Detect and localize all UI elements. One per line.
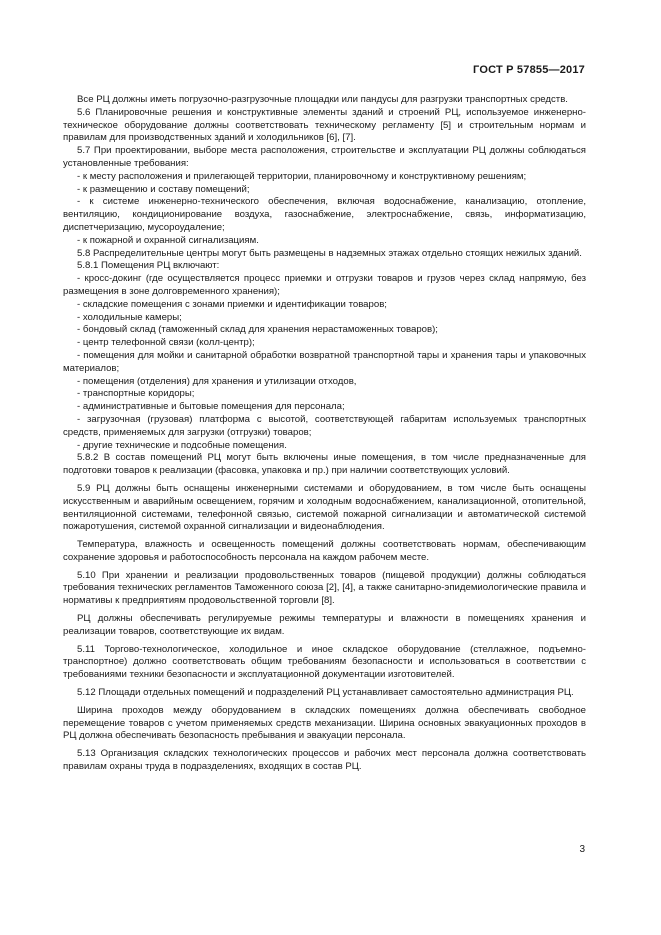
paragraph: Ширина проходов между оборудованием в складских помещениях должна обеспечивать свободное перемещение товаров с учетом применяемых средств механизации. Ширина основных эвакуационных проходов в РЦ должна обеспечивать безопасность пребывания и эвакуации персонала.: [63, 704, 586, 742]
paragraph: 5.6 Планировочные решения и конструктивные элементы зданий и строений РЦ, используемое инженерно-техническое оборудование должны соответствовать техническому регламенту [5] и строительным нормам и правилам для производственных зданий и холодильников [6], [7].: [63, 106, 586, 144]
list-item: - бондовый склад (таможенный склад для хранения нерастаможенных товаров);: [77, 324, 438, 336]
paragraph: 5.7 При проектировании, выборе места расположения, строительстве и эксплуатации РЦ должны соблюдаться установленные требования:: [63, 145, 586, 169]
list-item: - к размещению и составу помещений;: [77, 183, 250, 195]
paragraph: 5.8 Распределительные центры могут быть размещены в надземных этажах отдельно стоящих нежилых зданий.: [77, 247, 582, 259]
list-item: - другие технические и подсобные помещения.: [77, 439, 287, 451]
paragraph: 5.8.2 В состав помещений РЦ могут быть включены иные помещения, в том числе предназначенные для подготовки товаров к реализации (фасовка, упаковка и пр.) при наличии соответствующих условий.: [63, 452, 586, 477]
paragraph: Все РЦ должны иметь погрузочно-разгрузочные площадки или пандусы для разгрузки транспортных средств.: [77, 94, 568, 105]
paragraph: 5.8.1 Помещения РЦ включают:: [77, 260, 220, 272]
list-item: - к системе инженерно-технического обеспечения, включая водоснабжение, канализацию, отопление, вентиляцию, кондиционирование воздуха, газоснабжение, электроснабжение, связь, информатизацию, диспетчеризацию, мусороудаление;: [63, 196, 586, 233]
page-number: 3: [579, 844, 585, 855]
list-item: - помещения (отделения) для хранения и утилизации отходов,: [77, 375, 357, 387]
document-body: [63, 94, 586, 774]
list-item: - кросс-докинг (где осуществляется процесс приемки и отгрузки товаров и грузов через склад напрямую, без размещения в зоне долговременного хранения);: [63, 273, 586, 297]
paragraph: 5.9 РЦ должны быть оснащены инженерными системами и оборудованием, в том числе быть оснащены искусственным и аварийным освещением, горячим и холодным водоснабжением, канализационной, отопительной, вентиляционной системами, телефонной связью, системой пожарной сигнализации и автоматической системой пожаротушения, системой охранной сигнализации и видеонаблюдения.: [63, 482, 586, 533]
paragraph: 5.12 Площади отдельных помещений и подразделений РЦ устанавливает самостоятельно администрация РЦ.: [77, 687, 574, 699]
list-item: - административные и бытовые помещения для персонала;: [77, 401, 345, 413]
list-item: - центр телефонной связи (колл-центр);: [77, 337, 255, 349]
list-item: - загрузочная (грузовая) платформа с высотой, соответствующей габаритам используемых транспортных средств, применяемых для загрузки (отгрузки) товаров;: [63, 413, 586, 438]
paragraph: Температура, влажность и освещенность помещений должны соответствовать нормам, обеспечивающим сохранение здоровья и работоспособность персонала на каждом рабочем месте.: [63, 539, 586, 563]
list-item: - транспортные коридоры;: [77, 388, 195, 400]
list-item: - помещения для мойки и санитарной обработки возвратной транспортной тары и хранения тары и упаковочных материалов;: [63, 349, 586, 374]
list-item: - холодильные камеры;: [77, 311, 182, 323]
standard-designation: ГОСТ Р 57855—2017: [473, 64, 585, 76]
list-item: - к месту расположения и прилегающей территории, планировочному и конструктивному решениям;: [77, 170, 527, 182]
list-item: - складские помещения с зонами приемки и идентификации товаров;: [77, 298, 387, 310]
paragraph: 5.13 Организация складских технологических процессов и рабочих мест персонала должна соответствовать правилам охраны труда в подразделениях, входящих в состав РЦ.: [63, 748, 586, 773]
paragraph: 5.11 Торгово-технологическое, холодильное и иное складское оборудование (стеллажное, подъемно-транспортное) должно соответствовать общим требованиям безопасности и использоваться в соответствии с требованиями техники безопасности и эксплуатационной документации изготовителей.: [63, 643, 586, 681]
paragraph: РЦ должны обеспечивать регулируемые режимы температуры и влажности в помещениях хранения и реализации товаров, соответствующие их видам.: [63, 613, 586, 637]
list-item: - к пожарной и охранной сигнализациям.: [77, 234, 259, 246]
paragraph: 5.10 При хранении и реализации продовольственных товаров (пищевой продукции) должны соблюдаться требования технических регламентов Таможенного союза [2], [4], а также санитарно-эпидемиологические правила и нормативы к предприятиям продовольственной торговли [8].: [63, 569, 586, 607]
